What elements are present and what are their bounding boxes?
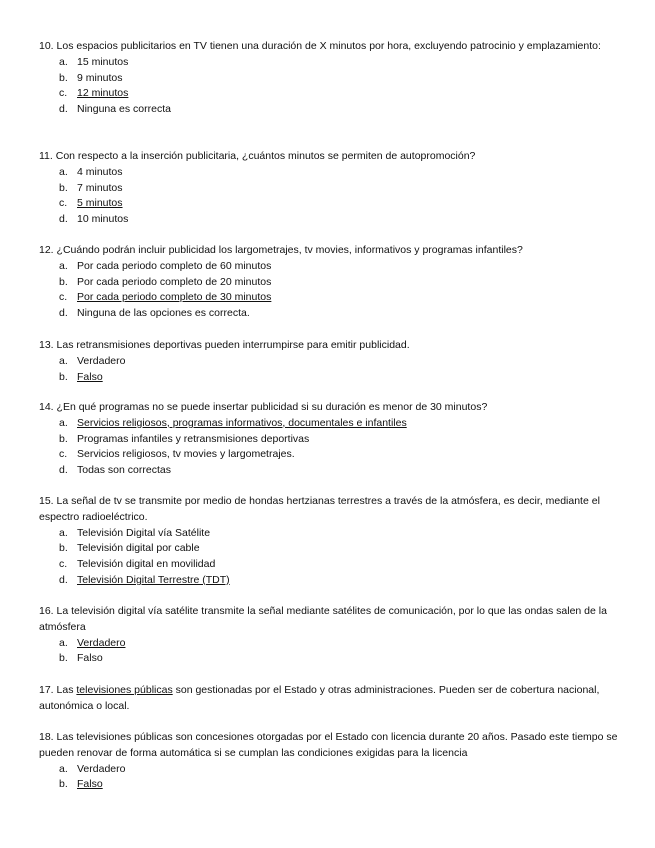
option-text-underlined: Televisión Digital Terrestre (TDT) [77,573,230,586]
question-statement-end: son gestionadas por el Estado y otras administraciones. Pueden ser de cobertura nacional, autonómica o local. [39,684,600,712]
question-16 [39,604,619,667]
question-17 [39,683,619,715]
question-number: 13. [39,339,54,351]
option-letter: c. [59,448,68,461]
option-text-underlined: Verdadero [77,636,126,649]
option-letter: b. [59,71,68,84]
option-text: 9 minutos [77,71,123,84]
option-letter: b. [59,275,68,288]
option-a [39,416,619,432]
option-b [39,181,619,197]
option-letter: b. [59,181,68,194]
question-18 [39,730,619,793]
option-letter: d. [59,464,68,477]
question-statement: Las televisiones públicas son concesiones otorgadas por el Estado con licencia durante 20 años. Pasado este tiempo se pueden renovar de forma automática si se cumplan las condiciones exigidas para la licencia [39,731,618,759]
option-letter: b. [59,652,68,665]
option-text: 15 minutos [77,55,129,68]
question-text [39,338,619,354]
option-letter: a. [59,762,68,775]
question-number: 11. [39,150,53,162]
question-text [39,400,619,416]
option-a [39,526,619,542]
option-letter: d. [59,573,68,586]
option-list [39,259,619,322]
option-text: Televisión Digital vía Satélite [77,526,211,539]
option-list [39,55,619,118]
option-letter: a. [59,636,68,649]
option-list [39,165,619,228]
option-text: Todas son correctas [77,464,171,477]
option-list [39,762,619,794]
option-c [39,447,619,463]
option-text: Servicios religiosos, tv movies y largometrajes. [77,448,295,461]
question-14 [39,400,619,479]
option-letter: b. [59,542,68,555]
option-a [39,259,619,275]
option-letter: a. [59,354,68,367]
option-list [39,354,619,386]
option-letter: d. [59,103,68,116]
question-keyword-underlined: televisiones públicas [76,684,173,696]
option-text: Televisión digital por cable [77,542,200,555]
option-text-underlined: Falso [77,370,103,383]
question-number: 16. [39,605,54,617]
option-letter: a. [59,259,68,272]
question-13 [39,338,619,385]
question-statement: ¿En qué programas no se puede insertar publicidad si su duración es menor de 30 minutos? [56,401,488,413]
option-letter: a. [59,416,68,429]
question-text [39,604,619,636]
option-list [39,636,619,668]
option-letter: c. [59,291,68,304]
option-b [39,541,619,557]
question-statement: ¿Cuándo podrán incluir publicidad los largometrajes, tv movies, informativos y programas infantiles? [56,244,523,256]
option-text: Ninguna es correcta [77,103,171,116]
question-text [39,730,619,762]
question-text [39,494,619,526]
option-letter: a. [59,55,68,68]
option-b [39,777,619,793]
question-11 [39,149,619,228]
question-15 [39,494,619,589]
option-c [39,557,619,573]
question-text [39,39,619,55]
option-b [39,370,619,386]
option-text-underlined: Falso [77,778,103,791]
option-letter: c. [59,87,68,100]
option-text: 10 minutos [77,213,129,226]
option-b [39,275,619,291]
question-text [39,243,619,259]
option-a [39,636,619,652]
option-letter: b. [59,370,68,383]
option-d [39,212,619,228]
question-statement: La televisión digital vía satélite transmite la señal mediante satélites de comunicación, por lo que las ondas salen de la atmósfera [39,605,607,633]
question-number: 18. [39,731,54,743]
question-text [39,149,619,165]
question-statement: Con respecto a la inserción publicitaria, ¿cuántos minutos se permiten de autopromoción? [55,150,476,162]
question-number: 14. [39,401,54,413]
option-text-underlined: Por cada periodo completo de 30 minutos [77,291,272,304]
question-statement: Los espacios publicitarios en TV tienen una duración de X minutos por hora, excluyendo patrocinio y emplazamiento: [56,40,601,52]
option-text: 7 minutos [77,181,123,194]
option-c [39,196,619,212]
question-number: 10. [39,40,54,52]
option-letter: d. [59,213,68,226]
option-d [39,573,619,589]
option-letter: c. [59,197,68,210]
question-10 [39,39,619,118]
option-text-underlined: 12 minutos [77,87,129,100]
option-a [39,354,619,370]
question-12 [39,243,619,322]
option-c [39,86,619,102]
option-text-underlined: Servicios religiosos, programas informativos, documentales e infantiles [77,416,407,429]
option-letter: a. [59,165,68,178]
option-text-underlined: 5 minutos [77,197,123,210]
option-d [39,463,619,479]
option-b [39,651,619,667]
option-a [39,762,619,778]
question-statement: La señal de tv se transmite por medio de hondas hertzianas terrestres a través de la atmósfera, es decir, mediante el espectro radioeléctrico. [39,495,600,523]
option-text: Por cada periodo completo de 60 minutos [77,259,272,272]
option-letter: d. [59,307,68,320]
option-a [39,165,619,181]
question-number: 17. [39,684,54,696]
option-letter: b. [59,432,68,445]
option-text: Verdadero [77,354,126,367]
option-c [39,290,619,306]
question-statement-start: Las [56,684,74,696]
option-text: Por cada periodo completo de 20 minutos [77,275,272,288]
option-letter: b. [59,778,68,791]
option-text: Verdadero [77,762,126,775]
question-number: 15. [39,495,54,507]
option-letter: c. [59,558,68,571]
option-list [39,526,619,589]
option-list [39,416,619,479]
question-text [39,683,619,715]
option-b [39,71,619,87]
option-d [39,102,619,118]
option-text: Programas infantiles y retransmisiones deportivas [77,432,310,445]
option-d [39,306,619,322]
option-text: Televisión digital en movilidad [77,558,216,571]
option-b [39,432,619,448]
option-text: Ninguna de las opciones es correcta. [77,307,250,320]
option-text: Falso [77,652,103,665]
question-number: 12. [39,244,54,256]
option-a [39,55,619,71]
option-text: 4 minutos [77,165,123,178]
option-letter: a. [59,526,68,539]
question-statement: Las retransmisiones deportivas pueden interrumpirse para emitir publicidad. [56,339,410,351]
